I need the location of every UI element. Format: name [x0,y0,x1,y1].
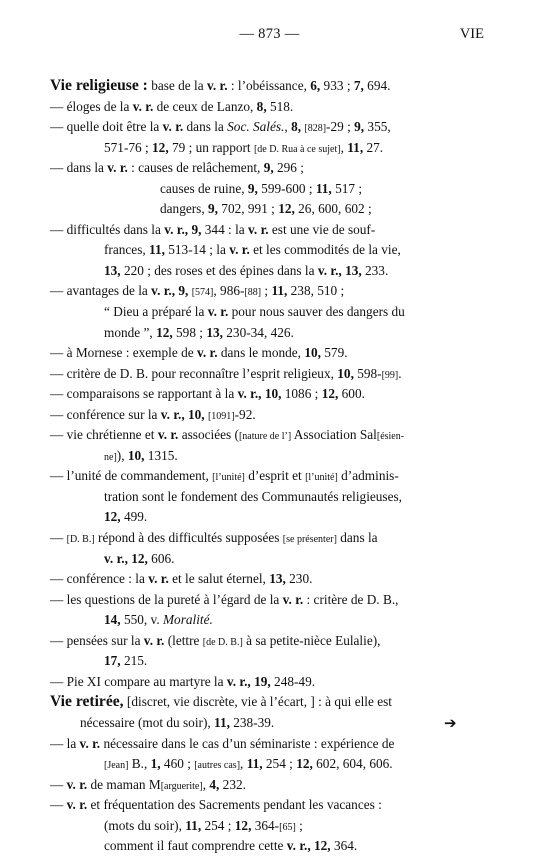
entry-text: ne] [104,451,117,463]
entry-text: 10, [188,406,205,422]
entry-heading: Vie retirée, [50,693,124,711]
entry-text: ; [261,283,272,299]
entry-text: — Pie XI compare au martyre la [50,673,227,689]
entry-text: , [240,756,247,772]
entry-text: — à Mornese : exemple de [50,345,197,361]
index-line [50,836,490,857]
entry-text: de maman M [87,776,161,792]
entry-text: 215. [120,653,148,669]
entry-text: 13, [104,262,121,278]
continuation-arrow-icon: ➔ [444,716,457,732]
entry-text: v. r., [164,221,189,237]
entry-text: v. r. [107,160,128,176]
entry-text: — difficultés dans la [50,221,165,237]
entry-text: 79 ; un rapport [168,139,254,155]
index-line [50,364,490,385]
entry-text: de ceux de Lanzo, [153,98,257,114]
entry-text: ; [295,817,303,833]
entry-text: 11, [214,714,230,730]
entry-text: 513-14 ; la [164,242,230,258]
entry-text: 12, [131,550,148,566]
entry-text: 11, [315,180,332,196]
index-line [50,610,490,631]
entry-text: v. r. [162,119,184,135]
entry-text: 4, [209,776,220,792]
index-line [50,446,490,467]
entry-text: est une vie de souf- [268,221,376,237]
entry-text: dans la [183,119,228,135]
entry-text: 9, [208,201,218,217]
entry-text: [828] [304,123,327,135]
entry-text: 517 ; [331,180,363,196]
entry-text: 600. [338,386,365,402]
entry-text: , [284,119,292,135]
index-entries [50,76,490,857]
entry-text: 1315. [144,447,178,463]
entry-text: 10, [337,365,354,381]
entry-text: 694. [363,78,391,93]
entry-text: associées ( [178,427,239,443]
entry-text: [l’unité] [212,472,245,484]
entry-text: nécessaire dans le cas d’un séminariste : expérience de [100,735,395,751]
index-line [50,734,490,755]
index-line [50,343,490,364]
entry-text: 26, 600, 602 ; [294,201,372,217]
entry-text: [de D. B.] [202,636,243,648]
entry-text: 12, [296,756,313,772]
entry-text: 355, [364,119,391,135]
entry-text: 571-76 ; [104,139,153,155]
entry-text: 1086 ; [281,386,322,402]
entry-text: 12, [234,817,252,833]
entry-text: 238, 510 ; [287,283,345,299]
entry-text: 6, [310,78,321,93]
index-line [50,261,490,282]
entry-text: [Jean] [104,760,129,772]
entry-text: [574] [191,287,214,299]
index-line [50,754,490,775]
index-line [50,795,490,816]
entry-text: v. r. [66,797,88,813]
index-line [50,692,490,713]
entry-text: , [202,776,210,792]
entry-text: [arguerite] [160,780,203,792]
entry-text: 933 ; [320,78,354,93]
entry-text: 230. [285,571,313,587]
entry-text: 14, [104,612,121,628]
entry-text: . [398,365,402,381]
index-line [50,775,490,796]
entry-text: causes de ruine, [160,180,248,196]
entry-text: (lettre [164,632,203,648]
entry-text: v. r. [248,221,269,237]
entry-text: — l’unité de commandement, [50,468,213,484]
index-line [50,76,490,97]
entry-text: B., [128,756,151,772]
entry-text: v. r. [143,632,165,648]
entry-text: v. r., [286,838,311,854]
entry-text: [D. B.] [66,534,95,546]
entry-text: v. r. [148,571,169,587]
entry-text: frances, [104,242,150,258]
entry-text: 12, [156,324,173,340]
entry-text: [se présenter] [282,534,337,546]
entry-text: v. r. [207,304,229,320]
entry-text: 13, [269,571,286,587]
entry-text: — la [50,735,80,751]
entry-text: 27. [363,139,384,155]
index-line [50,507,490,528]
entry-text: : causes de relâchement, [127,160,264,176]
entry-text: -92. [234,406,256,422]
entry-text: 598- [353,365,382,381]
entry-text: — vie chrétienne et [50,427,158,443]
entry-text: 12, [104,509,121,525]
entry-text: 11, [271,283,288,299]
entry-text: [88] [244,287,262,299]
entry-text: 8, [256,98,267,114]
page-number: — 873 — [239,26,300,42]
entry-text: [99] [381,369,399,381]
entry-text: 13, [345,262,362,278]
entry-text: (mots du soir), [104,817,186,833]
entry-text: 10, [127,447,145,463]
entry-text: 9, [354,119,365,135]
index-line [50,199,490,220]
entry-text: 364. [330,838,358,854]
index-line [50,466,490,487]
entry-text: — [50,776,67,792]
entry-text: [1091] [207,410,235,422]
entry-text: — [50,530,67,546]
entry-text: 1, [150,756,161,772]
entry-text: comment il faut comprendre cette [104,838,287,854]
entry-text: 11, [185,817,202,833]
entry-text: 254 ; [262,756,297,772]
entry-text: — [50,797,67,813]
entry-text: d’adminis- [337,468,399,484]
index-line [50,651,490,672]
entry-text: 12, [314,838,331,854]
entry-text: [nature de l’] [238,431,292,443]
index-line [50,97,490,118]
entry-text: 9, [178,283,189,299]
index-line [50,631,490,652]
entry-text: : critère de D. B., [303,591,399,607]
entry-text: 9, [191,221,202,237]
index-line [50,672,490,693]
entry-text: 499. [120,509,148,525]
entry-text: v. r. [66,776,88,792]
index-line [50,220,490,241]
entry-text: et fréquentation des Sacrements pendant les vacances : [87,797,382,813]
entry-text: v. r., [226,673,251,689]
index-line [50,240,490,261]
index-line [50,590,490,611]
entry-text: 12, [321,386,339,402]
entry-text: 8, [291,119,302,135]
entry-text: 12, [152,139,169,155]
entry-text: 344 : la [201,221,248,237]
entry-text: 248-49. [270,673,316,689]
entry-text: 10, [304,345,321,361]
entry-text: [ésien- [376,431,405,443]
entry-text: v. r. [282,591,304,607]
index-line [50,425,490,446]
entry-text: — pensées sur la [50,632,144,648]
entry-text: v. r., [160,406,185,422]
entry-text: 518. [266,98,294,114]
entry-text: 9, [263,160,274,176]
entry-text: 364- [251,817,280,833]
entry-text: “ Dieu a préparé la [104,304,208,320]
index-line [50,487,490,508]
entry-text: [discret, vie discrète, vie à l’écart, ] : à qui elle est [123,694,392,710]
entry-text: 220 ; des roses et des épines dans la [120,262,318,278]
entry-text: v. r. [157,427,179,443]
index-line [50,528,490,549]
entry-text: — avantages de la [50,283,152,299]
entry-text: et les commodités de la vie, [249,242,401,258]
index-line [50,713,490,734]
entry-text: [l’unité] [305,472,338,484]
index-line [50,158,490,179]
entry-text: 232. [219,776,246,792]
entry-text: 602, 604, 606. [312,756,393,772]
index-line [50,281,490,302]
entry-text: ), [116,447,128,463]
entry-text: , [340,139,348,155]
page-header [0,26,539,46]
entry-text: 9, [247,180,258,196]
entry-text: v. r. [206,78,228,93]
entry-text: tration sont le fondement des Communautés religieuses, [104,488,403,504]
entry-text: à sa petite-nièce Eulalie), [242,632,381,648]
index-line [50,179,490,200]
entry-text: d’esprit et [244,468,306,484]
entry-text: Moralité. [162,612,213,628]
entry-text: 238-39. [229,714,275,730]
entry-text: dans le monde, [217,345,305,361]
entry-text: monde ”, [104,324,157,340]
index-line [50,384,490,405]
entry-text: 230-34, 426. [222,324,294,340]
entry-text: — les questions de la pureté à l’égard de la [50,591,283,607]
entry-text: [65] [279,821,296,833]
index-line [50,549,490,570]
index-line [50,302,490,323]
index-line [50,138,490,159]
entry-text: v. r., [151,283,176,299]
entry-text: répond à des difficultés supposées [94,530,283,546]
entry-text: v. r., [237,386,262,402]
entry-text: base de la [147,78,207,93]
entry-text: 7, [353,78,364,93]
entry-text: : l’obéissance, [227,78,311,93]
entry-text: -29 ; [326,119,355,135]
entry-text: 460 ; [160,756,195,772]
entry-text: Soc. Salés. [227,119,285,135]
running-title: VIE [459,26,484,42]
entry-text: 702, 991 ; [217,201,279,217]
entry-text: et le salut éternel, [168,571,270,587]
entry-text: [de D. Rua à ce sujet] [253,143,341,155]
entry-heading: Vie religieuse : [50,77,148,94]
entry-text: v. r. [79,735,101,751]
entry-text: — dans la [50,160,108,176]
entry-text: nécessaire (mot du soir), [80,714,215,730]
index-line [50,323,490,344]
entry-text: 11, [347,139,364,155]
index-line [50,569,490,590]
entry-text: 579. [320,345,348,361]
entry-text: 550, v. [120,612,163,628]
entry-text: dangers, [160,201,208,217]
entry-text: 13, [206,324,223,340]
entry-text: 606. [147,550,175,566]
entry-text: 19, [254,673,271,689]
entry-text: — éloges de la [50,98,133,114]
entry-text: [autres cas] [194,760,241,772]
entry-text: v. r. [196,345,218,361]
entry-text: v. r. [229,242,250,258]
entry-text: — quelle doit être la [50,119,163,135]
entry-text: dans la [336,530,378,546]
entry-text: Association Sal [291,427,377,443]
entry-text: — conférence : la [50,571,149,587]
entry-text: 11, [246,756,263,772]
entry-text: 17, [104,653,121,669]
entry-text: pour nous sauver des dangers du [228,304,405,320]
entry-text: 12, [278,201,295,217]
entry-text: v. r., [317,262,342,278]
entry-text: 10, [264,386,282,402]
entry-text: 296 ; [273,160,304,176]
entry-text: 233. [361,262,389,278]
entry-text: 599-600 ; [257,180,316,196]
entry-text: v. r., [104,550,128,566]
entry-text: — critère de D. B. pour reconnaître l’esprit religieux, [50,365,338,381]
entry-text: v. r. [132,98,154,114]
entry-text: 254 ; [201,817,235,833]
entry-text: 11, [149,242,165,258]
index-line [50,405,490,426]
entry-text: 598 ; [172,324,207,340]
entry-text: — comparaisons se rapportant à la [50,386,238,402]
index-line [50,117,490,138]
entry-text: — conférence sur la [50,406,161,422]
entry-text: , 986- [213,283,245,299]
index-line [50,816,490,837]
